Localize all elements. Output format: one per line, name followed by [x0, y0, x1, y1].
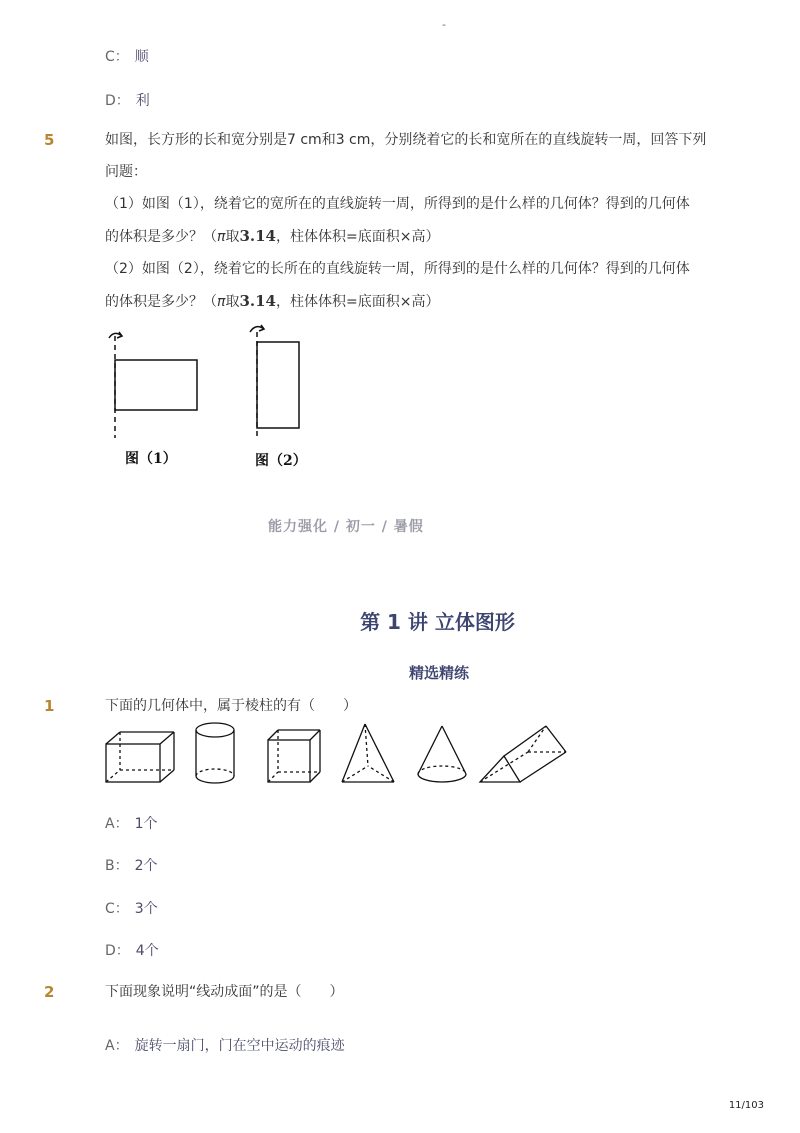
option-text: 顺 — [134, 49, 149, 65]
option-label: B： — [105, 858, 129, 874]
option-text: 3个 — [134, 901, 158, 917]
figure-1 — [109, 332, 197, 438]
tail-after: ，柱体体积=底面积×高） — [275, 229, 440, 245]
q5-part1-line2 — [105, 220, 725, 253]
tail-before: 的体积是多少？（ — [105, 229, 217, 245]
page-number: 11/103 — [728, 1100, 764, 1111]
pi-value: 3.14 — [239, 292, 276, 310]
cylinder-icon — [196, 723, 234, 783]
pi-take: 取 — [225, 294, 240, 310]
option-c[interactable] — [105, 46, 149, 66]
top-mark: - — [442, 18, 446, 31]
pi-take: 取 — [225, 229, 240, 245]
option-label: D： — [105, 93, 130, 109]
rotation-figures — [100, 318, 320, 448]
q5-part1-line1: （1）如图（1），绕着它的宽所在的直线旋转一周，所得到的是什么样的几何体？得到的几何体 — [105, 196, 690, 212]
pi-symbol: π — [217, 229, 226, 245]
option-c[interactable] — [105, 898, 158, 918]
watermark: 能力强化 / 初一 / 暑假 — [268, 519, 424, 535]
figure-2-caption: 图（2） — [255, 453, 307, 469]
cuboid-icon — [106, 732, 174, 782]
option-a[interactable] — [105, 1035, 345, 1055]
section-title: 精选精练 — [408, 664, 469, 682]
option-label: A： — [105, 816, 129, 832]
pi-value: 3.14 — [239, 227, 276, 245]
option-b[interactable] — [105, 855, 158, 875]
option-d[interactable] — [105, 90, 150, 110]
q5-stem-line1: 如图，长方形的长和宽分别是7 cm和3 cm，分别绕着它的长和宽所在的直线旋转一周，回答下列 — [105, 132, 707, 148]
triangular-prism-icon — [480, 726, 566, 782]
option-a[interactable] — [105, 813, 158, 833]
question-1-stem: 下面的几何体中，属于棱柱的有（ ） — [105, 698, 357, 714]
question-number-5: 5 — [44, 131, 55, 149]
lesson-title: 第 1 讲 立体图形 — [360, 610, 515, 634]
rectangle-shape — [257, 342, 299, 428]
q5-part2-line2 — [105, 285, 725, 318]
option-label: D： — [105, 943, 130, 959]
question-2-stem: 下面现象说明“线动成面”的是（ ） — [105, 984, 344, 1000]
figure-2 — [250, 325, 299, 436]
option-label: C： — [105, 901, 129, 917]
question-number-1: 1 — [44, 697, 55, 715]
solids-figure — [100, 718, 570, 790]
tail-after: ，柱体体积=底面积×高） — [275, 294, 440, 310]
option-text: 4个 — [135, 943, 159, 959]
pyramid-icon — [342, 724, 394, 782]
option-label: C： — [105, 49, 129, 65]
option-text: 旋转一扇门，门在空中运动的痕迹 — [134, 1038, 345, 1054]
option-text: 利 — [135, 93, 150, 109]
rectangle-shape — [115, 360, 197, 410]
pi-symbol: π — [217, 294, 226, 310]
option-text: 2个 — [134, 858, 158, 874]
cone-icon — [418, 726, 466, 782]
figure-1-caption: 图（1） — [125, 451, 177, 467]
question-number-2: 2 — [44, 983, 55, 1001]
option-label: A： — [105, 1038, 129, 1054]
q5-part2-line1: （2）如图（2），绕着它的长所在的直线旋转一周，所得到的是什么样的几何体？得到的几何体 — [105, 261, 690, 277]
cube-icon — [268, 730, 320, 782]
q5-stem-line2: 问题： — [105, 164, 147, 180]
tail-before: 的体积是多少？（ — [105, 294, 217, 310]
option-d[interactable] — [105, 940, 159, 960]
option-text: 1个 — [134, 816, 158, 832]
question-5-text — [105, 124, 725, 318]
